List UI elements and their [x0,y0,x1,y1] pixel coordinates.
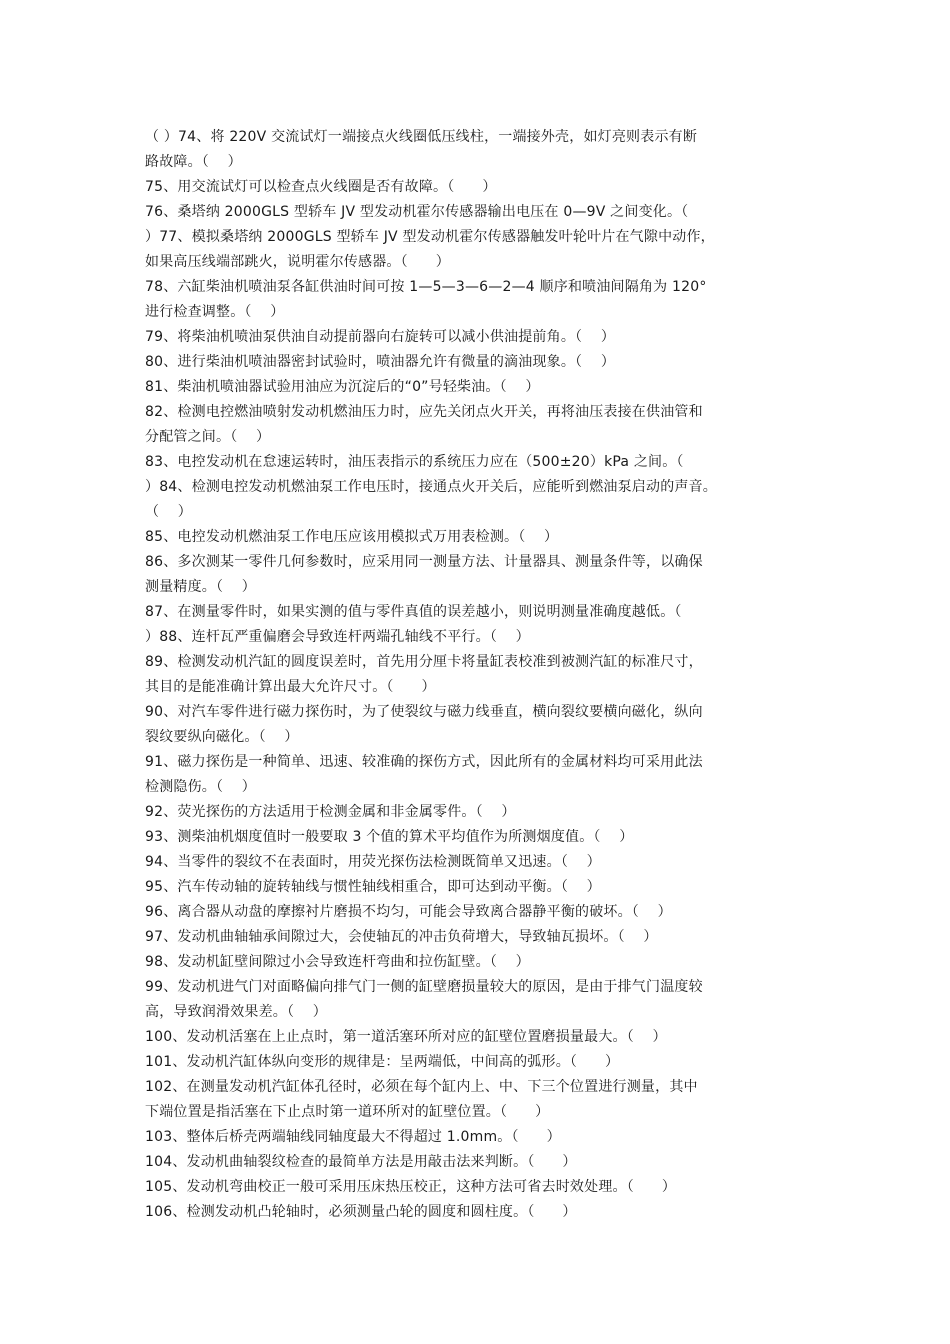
text-line: 105、发动机弯曲校正一般可采用压床热压校正，这种方法可省去时效处理。（ ） [145,1179,677,1195]
text-line: 106、检测发动机凸轮轴时，必须测量凸轮的圆度和圆柱度。（ ） [145,1204,577,1220]
text-line: 83、电控发动机在怠速运转时，油压表指示的系统压力应在（500±20）kPa 之间。（ [145,454,684,470]
text-line: 82、检测电控燃油喷射发动机燃油压力时，应先关闭点火开关，再将油压表接在供油管和 [145,404,703,420]
text-line: 进行检查调整。（ ） [145,304,285,320]
text-line: 89、检测发动机汽缸的圆度误差时，首先用分厘卡将量缸表校准到被测汽缸的标准尺寸， [145,654,703,670]
text-line: 测量精度。（ ） [145,579,257,595]
text-line: 76、桑塔纳 2000GLS 型轿车 JV 型发动机霍尔传感器输出电压在 0—9V 之间变化。（ [145,204,689,220]
text-line: 检测隐伤。（ ） [145,779,257,795]
text-line: 96、离合器从动盘的摩擦衬片磨损不均匀，可能会导致离合器静平衡的破坏。（ ） [145,904,672,920]
text-line: 81、柴油机喷油器试验用油应为沉淀后的“0”号轻柴油。（ ） [145,379,540,395]
text-line: 80、进行柴油机喷油器密封试验时，喷油器允许有微量的滴油现象。（ ） [145,354,616,370]
text-line: 93、测柴油机烟度值时一般要取 3 个值的算术平均值作为所测烟度值。（ ） [145,829,634,845]
question-list [145,125,815,1225]
text-line: 92、荧光探伤的方法适用于检测金属和非金属零件。（ ） [145,804,516,820]
text-line: 79、将柴油机喷油泵供油自动提前器向右旋转可以减小供油提前角。（ ） [145,329,616,345]
text-line: 97、发动机曲轴轴承间隙过大，会使轴瓦的冲击负荷增大，导致轴瓦损坏。（ ） [145,929,658,945]
text-line: 91、磁力探伤是一种简单、迅速、较准确的探伤方式，因此所有的金属材料均可采用此法 [145,754,703,770]
text-line: 101、发动机汽缸体纵向变形的规律是：呈两端低，中间高的弧形。（ ） [145,1054,620,1070]
text-line: 其目的是能准确计算出最大允许尺寸。（ ） [145,679,436,695]
text-line: 85、电控发动机燃油泵工作电压应该用模拟式万用表检测。（ ） [145,529,559,545]
text-line: 103、整体后桥壳两端轴线同轴度最大不得超过 1.0mm。（ ） [145,1129,561,1145]
text-line: 75、用交流试灯可以检查点火线圈是否有故障。（ ） [145,179,497,195]
text-line: 如果高压线端部跳火，说明霍尔传感器。（ ） [145,254,450,270]
text-line: 78、六缸柴油机喷油泵各缸供油时间可按 1—5—3—6—2—4 顺序和喷油间隔角为 120° [145,279,707,295]
text-line: 99、发动机进气门对面略偏向排气门一侧的缸壁磨损量较大的原因，是由于排气门温度较 [145,979,703,995]
text-line: 86、多次测某一零件几何参数时，应采用同一测量方法、计量器具、测量条件等，以确保 [145,554,703,570]
text-line: 高，导致润滑效果差。（ ） [145,1004,327,1020]
text-line: 100、发动机活塞在上止点时，第一道活塞环所对应的缸壁位置磨损量最大。（ ） [145,1029,667,1045]
text-line: 87、在测量零件时，如果实测的值与零件真值的误差越小，则说明测量准确度越低。（ [145,604,682,620]
text-line: 裂纹要纵向磁化。（ ） [145,729,299,745]
text-line: 分配管之间。（ ） [145,429,271,445]
text-line: ）84、检测电控发动机燃油泵工作电压时，接通点火开关后，应能听到燃油泵启动的声音。 [145,479,718,495]
text-line: 下端位置是指活塞在下止点时第一道环所对的缸壁位置。（ ） [145,1104,550,1120]
text-line: （ ） [145,504,193,520]
text-line: 94、当零件的裂纹不在表面时，用荧光探伤法检测既简单又迅速。（ ） [145,854,601,870]
text-line: 104、发动机曲轴裂纹检查的最简单方法是用敲击法来判断。（ ） [145,1154,577,1170]
text-line: 102、在测量发动机汽缸体孔径时，必须在每个缸内上、中、下三个位置进行测量，其中 [145,1079,698,1095]
text-line: （ ）74、将 220V 交流试灯一端接点火线圈低压线柱，一端接外壳，如灯亮则表示有断 [145,129,698,145]
text-line: 路故障。（ ） [145,154,242,170]
text-line: 95、汽车传动轴的旋转轴线与惯性轴线相重合，即可达到动平衡。（ ） [145,879,601,895]
text-line: ）77、模拟桑塔纳 2000GLS 型轿车 JV 型发动机霍尔传感器触发叶轮叶片在气隙中动作， [145,229,715,245]
text-line: 90、对汽车零件进行磁力探伤时，为了使裂纹与磁力线垂直，横向裂纹要横向磁化，纵向 [145,704,703,720]
text-line: 98、发动机缸壁间隙过小会导致连杆弯曲和拉伤缸壁。（ ） [145,954,530,970]
text-line: ）88、连杆瓦严重偏磨会导致连杆两端孔轴线不平行。（ ） [145,629,530,645]
